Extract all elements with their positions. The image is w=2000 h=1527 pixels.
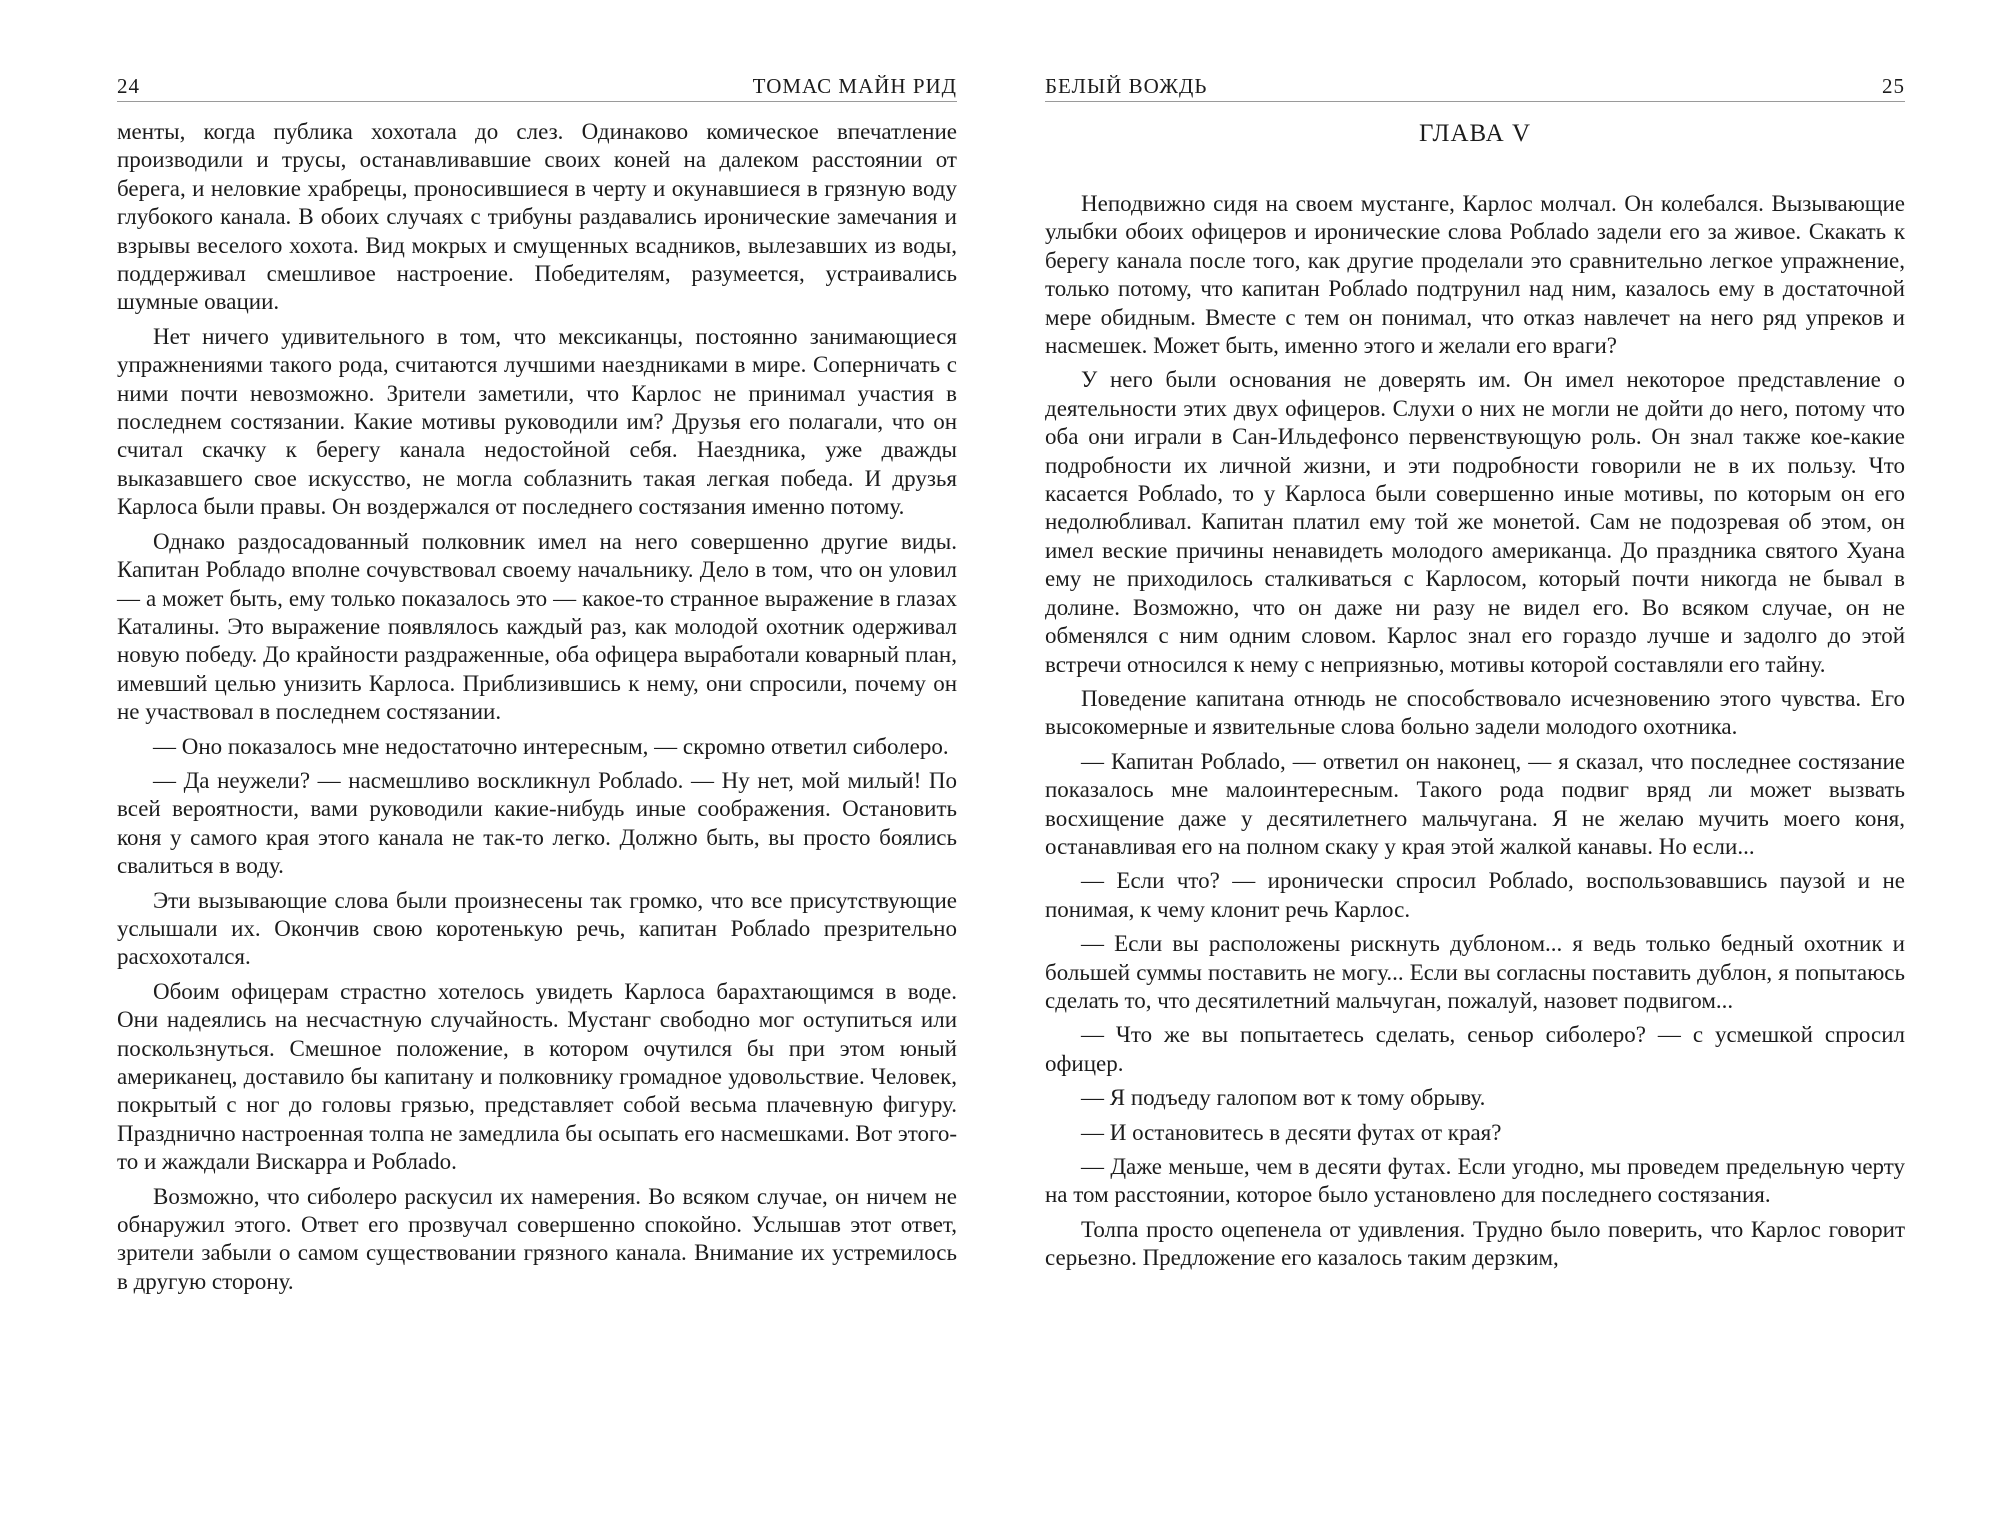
left-running-title: ТОМАС МАЙН РИД xyxy=(752,74,957,98)
paragraph: — Если что? — иронически спросил Роблado, воспользовавшись паузой и не понимая, к чему клонит речь Карлос. xyxy=(1045,868,1905,922)
right-header-rule xyxy=(1045,101,1905,102)
left-running-head xyxy=(117,74,957,104)
right-page-number: 25 xyxy=(1882,74,1905,98)
left-header-rule xyxy=(117,101,957,102)
chapter-heading: ГЛАВА V xyxy=(1418,120,1532,147)
paragraph: — Капитан Роблado, — ответил он наконец, — я сказал, что последнее состязание показалось мне малоинтересным. Такого рода подвиг вряд ли может вызвать восхищение даже у десятилетнего мальчугана. Я не желаю мучить моего коня, останавливая его на полном скаку у края этой жалкой канавы. Но если... xyxy=(1045,748,1905,859)
paragraph: менты, когда публика хохотала до слез. Одинаково комическое впечатление производили и трусы, останавливавшие своих коней на далеком расстоянии от берега, и неловкие храбрецы, проносившиеся в черту и окунавшиеся в грязную воду глубокого канала. В обоих случаях с трибуны раздавались иронические замечания и взрывы веселого хохота. Вид мокрых и смущенных всадников, вылезавших из воды, поддерживал смешливое настроение. Победителям, разумеется, устраивались шумные овации. xyxy=(117,119,957,315)
paragraph: — Даже меньше, чем в десяти футах. Если угодно, мы проведем предельную черту на том расстоянии, которое было установлено для последнего состязания. xyxy=(1045,1154,1905,1208)
paragraph: Однако раздосадованный полковник имел на него совершенно другие виды. Капитан Робладо вполне сочувствовал своему начальнику. Дело в том, что он уловил — а может быть, ему только показалось это — какое-то странное выражение в глазах Каталины. Это выражение появлялось каждый раз, как молодой охотник одерживал новую победу. До крайности раздраженные, оба офицера выработали коварный план, имевший целью унизить Карлоса. Приблизившись к нему, они спросили, почему он не участвовал в последнем состязании. xyxy=(117,528,957,725)
left-page-number: 24 xyxy=(117,74,140,98)
paragraph: У него были основания не доверять им. Он имел некоторое представление о деятельности этих двух офицеров. Слухи о них не могли не дойти до него, потому что оба они играли в Сан-Ильдефонсо первенствующую роль. Он знал также кое-какие подробности их личной жизни, и эти подробности говорили не в их пользу. Что касается Роблado, то у Карлоса были совершенно иные мотивы, по которым он его недолюбливал. Капитан платил ему той же монетой. Сам не подозревая об этом, он имел веские причины ненавидеть молодого американца. До праздника святого Хуана ему не приходилось сталкиваться с Карлосом, который почти никогда не бывал в долине. Возможно, что он даже ни разу не видел его. Во всяком случае, он не обменялся с ним одним словом. Карлос знал его гораздо лучше и задолго до этой встречи относился к нему с неприязнью, мотивы которой составляли его тайну. xyxy=(1045,367,1905,677)
paragraph: Поведение капитана отнюдь не способствовало исчезновению этого чувства. Его высокомерные и язвительные слова больно задели молодого охотника. xyxy=(1045,685,1905,740)
left-body-text xyxy=(117,118,957,1302)
paragraph: — И остановитесь в десяти футах от края? xyxy=(1081,1119,1502,1145)
right-page xyxy=(1045,0,1905,1527)
right-body-text xyxy=(1045,190,1905,1279)
paragraph: — Если вы расположены рискнуть дублоном... я ведь только бедный охотник и большей суммы поставить не могу... Если вы согласны поставить дублон, я попытаюсь сделать то, что десятилетний мальчуган, пожалуй, назовет подвигом... xyxy=(1045,931,1905,1013)
paragraph: Толпа просто оцепенела от удивления. Трудно было поверить, что Карлос говорит серьезно. Предложение его казалось таким дерзким, xyxy=(1045,1216,1905,1271)
paragraph: Обоим офицерам страстно хотелось увидеть Карлоса барахтающимся в воде. Они надеялись на несчастную случайность. Мустанг свободно мог оступиться или поскользнуться. Смешное положение, в котором очутился бы при этом юный американец, доставило бы капитану и полковнику громадное удовольствие. Человек, покрытый с ног до головы грязью, представляет собой весьма плачевную фигуру. Празднично настроенная толпа не замедлила бы осыпать его насмешками. Вот этого-то и жаждали Вискарра и Роблado. xyxy=(117,978,957,1175)
paragraph: Возможно, что сиболеро раскусил их намерения. Во всяком случае, он ничем не обнаружил этого. Ответ его прозвучал совершенно спокойно. Услышав этот ответ, зрители забыли о самом существовании грязного канала. Внимание их устремилось в другую сторону. xyxy=(117,1183,957,1294)
paragraph: — Что же вы попытаетесь сделать, сеньор сиболеро? — с усмешкой спросил офицер. xyxy=(1045,1022,1905,1076)
paragraph: — Оно показалось мне недостаточно интересным, — скромно ответил сиболеро. xyxy=(153,733,949,759)
paragraph: Эти вызывающие слова были произнесены так громко, что все присутствующие услышали их. Окончив свою коротенькую речь, капитан Роблado презрительно расхохотался. xyxy=(117,887,957,970)
paragraph: Неподвижно сидя на своем мустанге, Карлос молчал. Он колебался. Вызывающие улыбки обоих офицеров и иронические слова Роблado задели его за живое. Скакать к берегу канала после того, как другие проделали это сравнительно легкое упражнение, только потому, что капитан Роблado подтрунил над ним, казалось ему в достаточной мере обидным. Вместе с тем он понимал, что отказ навлечет на него ряд упреков и насмешек. Может быть, именно этого и желали его враги? xyxy=(1045,191,1905,359)
paragraph: Нет ничего удивительного в том, что мексиканцы, постоянно занимающиеся упражнениями такого рода, считаются лучшими наездниками в мире. Соперничать с ними почти невозможно. Зрители заметили, что Карлос не принимал участия в последнем состязании. Какие мотивы руководили им? Друзья его полагали, что он считал скачку к берегу канала недостойной себя. Наездника, уже дважды выказавшего свое искусство, не могла соблазнить такая легкая победа. И друзья Карлоса были правы. Он воздержался от последнего состязания именно потому. xyxy=(117,323,957,520)
paragraph: — Я подъеду галопом вот к тому обрыву. xyxy=(1081,1085,1486,1111)
right-running-title: БЕЛЫЙ ВОЖДЬ xyxy=(1045,74,1208,98)
left-page xyxy=(117,0,957,1527)
right-running-head xyxy=(1045,74,1905,104)
paragraph: — Да неужели? — насмешливо воскликнул Роблado. — Ну нет, мой милый! По всей вероятности, вами руководили какие-нибудь иные соображения. Остановить коня у самого края этого канала не так-то легко. Должно быть, вы просто боялись свалиться в воду. xyxy=(117,767,957,879)
